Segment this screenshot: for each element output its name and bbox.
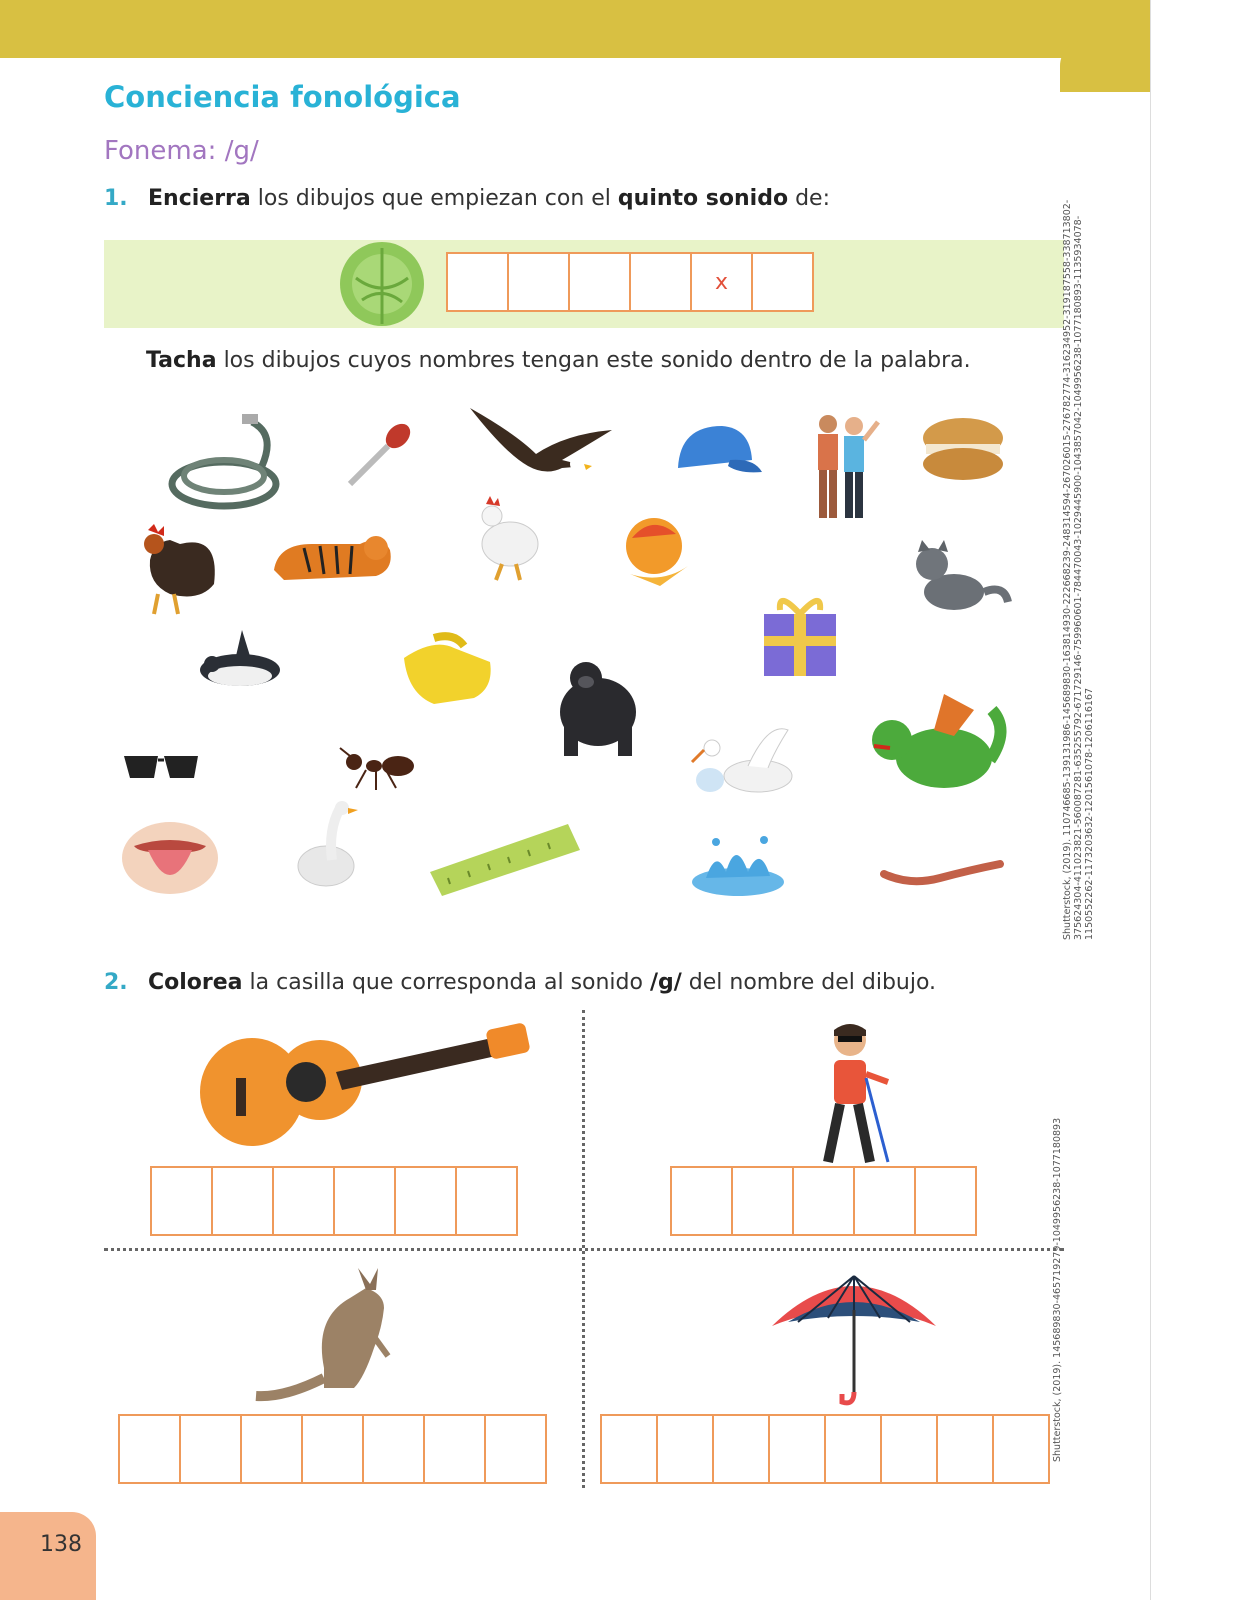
sound-box[interactable] <box>362 1414 425 1484</box>
page-edge <box>1150 0 1151 1600</box>
ruler-picture[interactable] <box>428 820 582 898</box>
exercise2-text-a: la casilla que corresponda al sonido <box>242 970 650 995</box>
sound-box[interactable] <box>484 1414 547 1484</box>
friends-picture[interactable] <box>806 412 888 524</box>
sound-box[interactable] <box>446 252 509 312</box>
sound-box[interactable] <box>118 1414 181 1484</box>
model-sound-boxes <box>448 252 814 312</box>
exercise1-bold: quinto sonido <box>617 186 789 211</box>
penguin-picture[interactable] <box>192 626 286 710</box>
exercise1-line2-text: los dibujos cuyos nombres tengan este sonido dentro de la palabra. <box>216 348 971 373</box>
header-tab <box>1060 40 1150 92</box>
sound-box[interactable] <box>751 252 814 312</box>
credit-line-2: 375624304-411023821-560087281-635255792-671729146-759960601-784470043-1029445900-1043857042-1049956238-1077180893-1135934078- <box>1073 215 1084 940</box>
photo-credit-top <box>1062 200 1095 940</box>
sound-box[interactable] <box>936 1414 994 1484</box>
umbrella-picture[interactable] <box>768 1266 940 1406</box>
exercise2-number: 2. <box>104 970 128 995</box>
sound-box[interactable] <box>792 1166 855 1236</box>
sound-box[interactable] <box>394 1166 457 1236</box>
sound-box[interactable] <box>507 252 570 312</box>
sound-box[interactable] <box>600 1414 658 1484</box>
header-bar <box>0 0 1150 58</box>
horizontal-divider <box>104 1248 1064 1251</box>
credit-line-1: Shutterstock, (2019). 110746685-139131986-145689830-163814930-222668239-248314594-267026015-276782774-316234952-319187558-338713802- <box>1062 199 1073 940</box>
exercise1-instruction <box>104 186 830 211</box>
hose-picture[interactable] <box>166 414 296 514</box>
umbrella-sound-boxes <box>602 1414 1050 1484</box>
lettuce-image <box>336 238 428 328</box>
mango-picture[interactable] <box>622 514 692 588</box>
gloves-picture[interactable] <box>394 628 496 712</box>
sound-box[interactable] <box>211 1166 274 1236</box>
dragon-picture[interactable] <box>864 690 1012 800</box>
sound-box[interactable] <box>992 1414 1050 1484</box>
sound-box-marked[interactable]: x <box>690 252 753 312</box>
sound-box[interactable] <box>179 1414 242 1484</box>
sound-box[interactable] <box>670 1166 733 1236</box>
page-number-tab <box>0 1512 96 1600</box>
sunglasses-picture[interactable] <box>122 752 202 786</box>
sound-box[interactable] <box>301 1414 364 1484</box>
sound-box[interactable] <box>853 1166 916 1236</box>
exercise1-instruction-2 <box>146 348 971 373</box>
sound-box[interactable] <box>568 252 631 312</box>
kangaroo-sound-boxes <box>120 1414 547 1484</box>
sound-box[interactable] <box>880 1414 938 1484</box>
exercise1-verb: Encierra <box>148 186 251 211</box>
tongue-picture[interactable] <box>120 820 220 896</box>
stork-picture[interactable] <box>688 722 804 808</box>
sound-box[interactable] <box>455 1166 518 1236</box>
gift-picture[interactable] <box>758 590 842 680</box>
worm-picture[interactable] <box>880 856 1008 890</box>
exercise1-text-b: de: <box>788 186 830 211</box>
kangaroo-picture[interactable] <box>254 1268 406 1404</box>
goose-picture[interactable] <box>292 800 358 894</box>
sound-box[interactable] <box>731 1166 794 1236</box>
ant-picture[interactable] <box>336 746 418 792</box>
water-splash-picture[interactable] <box>686 828 790 900</box>
sound-box[interactable] <box>150 1166 213 1236</box>
sound-box[interactable] <box>914 1166 977 1236</box>
credit-line-3: 1150552262-1173203632-1201561078-1206116167 <box>1084 687 1095 940</box>
page-title: Conciencia fonológica <box>104 80 461 114</box>
page-number: 138 <box>40 1532 82 1557</box>
sound-box[interactable] <box>824 1414 882 1484</box>
sound-box[interactable] <box>333 1166 396 1236</box>
blind-man-picture[interactable] <box>808 1022 902 1172</box>
rooster-picture[interactable] <box>130 524 220 616</box>
exercise1-text-a: los dibujos que empiezan con el <box>250 186 618 211</box>
cookie-picture[interactable] <box>920 414 1006 484</box>
hen-picture[interactable] <box>472 492 544 582</box>
exercise2-verb: Colorea <box>148 970 243 995</box>
exercise2-bold: /g/ <box>649 970 682 995</box>
sound-box[interactable] <box>272 1166 335 1236</box>
phoneme-subtitle: Fonema: /g/ <box>104 136 259 166</box>
sound-box[interactable] <box>240 1414 303 1484</box>
exercise2-text-b: del nombre del dibujo. <box>681 970 937 995</box>
exercise1-line2-verb: Tacha <box>146 348 217 373</box>
exercise1-number: 1. <box>104 186 128 211</box>
tiger-picture[interactable] <box>264 520 398 588</box>
sound-box[interactable] <box>423 1414 486 1484</box>
gorilla-picture[interactable] <box>552 656 644 758</box>
guitar-picture[interactable] <box>196 1016 538 1152</box>
guitar-sound-boxes <box>152 1166 518 1236</box>
photo-credit-bottom: Shutterstock, (2019). 145689830-465719279-1049956238-1077180893 <box>1052 1117 1063 1462</box>
sound-box[interactable] <box>768 1414 826 1484</box>
sound-box[interactable] <box>712 1414 770 1484</box>
cat-picture[interactable] <box>908 540 1012 620</box>
cap-picture[interactable] <box>670 420 764 476</box>
sound-box[interactable] <box>656 1414 714 1484</box>
sound-box[interactable] <box>629 252 692 312</box>
blind-man-sound-boxes <box>672 1166 977 1236</box>
eagle-picture[interactable] <box>466 404 616 484</box>
exercise2-instruction <box>104 970 936 995</box>
dropper-picture[interactable] <box>344 420 416 490</box>
